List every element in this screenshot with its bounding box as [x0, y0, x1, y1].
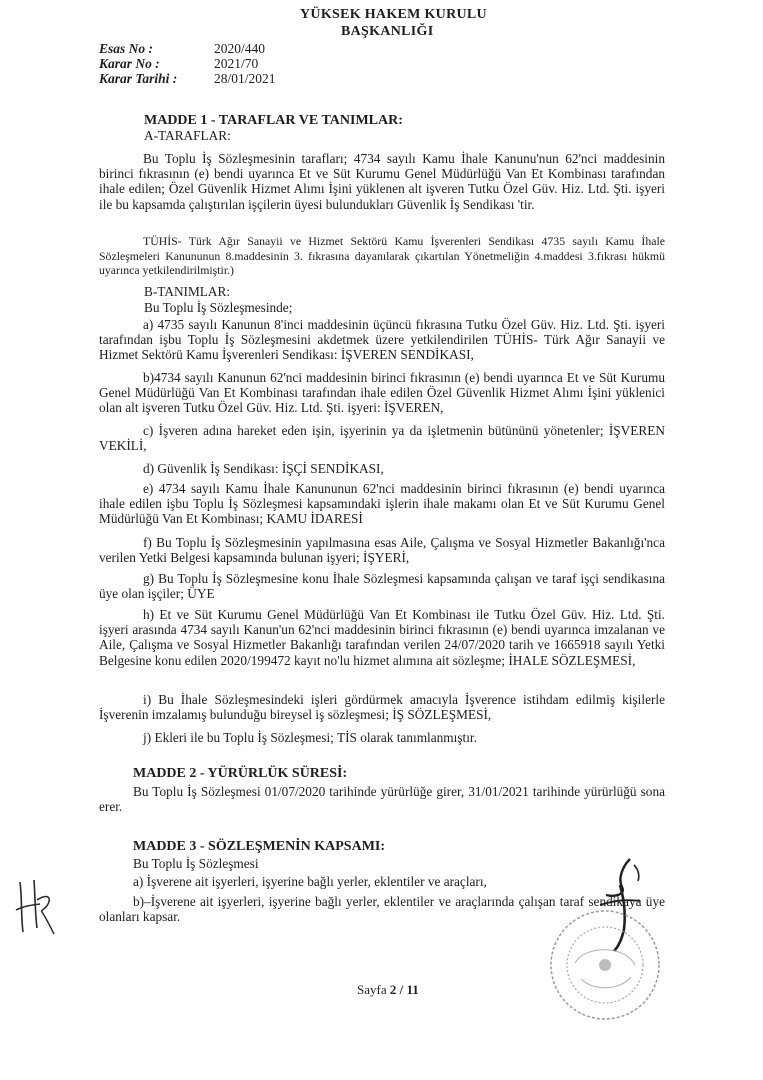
madde1-heading: MADDE 1 - TARAFLAR VE TANIMLAR: — [144, 113, 403, 128]
madde1-sub-b: B-TANIMLAR: — [144, 284, 231, 299]
page-current: 2 — [389, 982, 397, 997]
esas-label: Esas No : — [99, 41, 154, 56]
definitions-intro: Bu Toplu İş Sözleşmesinde; — [144, 300, 293, 315]
karar-value: 2021/70 — [214, 56, 259, 71]
esas-value: 2020/440 — [214, 41, 266, 56]
definition-a: a) 4735 sayılı Kanunun 8'inci maddesinin üçüncü fıkrasına Tutku Özel Güv. Hiz. Ltd. Şti. işyeri tarafından işbu Toplu İş Sözleşmesini akdetmek üzere yetkilendirilen TÜHİS- Türk Ağır Sanayii ve Hizmet Sektörü Kamu İşverenleri Sendikası: İŞVEREN SENDİKASI, — [99, 317, 665, 363]
page-total: / 11 — [399, 982, 419, 997]
org-title-line1: YÜKSEK HAKEM KURULU — [300, 7, 487, 22]
definition-g: g) Bu Toplu İş Sözleşmesine konu İhale Sözleşmesi kapsamında çalışan ve taraf işçi sendikasına üye olan işçiler; ÜYE — [99, 571, 665, 602]
madde3-heading: MADDE 3 - SÖZLEŞMENİN KAPSAMI: — [133, 839, 386, 854]
madde1-tuhis-paragraph: TÜHİS- Türk Ağır Sanayii ve Hizmet Sektörü Kamu İşverenleri Sendikası 4735 sayılı Kamu İhale Sözleşmeleri Kanununun 8.maddesinin 3. fıkrasına dayanılarak çıkartılan Yönetmeliğin 4.maddesi 3.fıkrası hükmü uyarınca yetkilendirilmiştir.) — [99, 234, 665, 277]
madde1-sub-a: A-TARAFLAR: — [144, 128, 231, 143]
karar-tarihi-label: Karar Tarihi : — [99, 71, 178, 86]
madde2-paragraph: Bu Toplu İş Sözleşmesi 01/07/2020 tarihinde yürürlüğe girer, 31/01/2021 tarihinde yürürlüğü sona erer. — [99, 784, 665, 815]
definition-b: b)4734 sayılı Kanunun 62'nci maddesinin birinci fıkrasının (e) bendi uyarınca Et ve Süt Kurumu Genel Müdürlüğü Van Et Kombinası tarafından ihale edilen Özel Güvenlik Hizmet Alımı İşini yüklenici olan alt işveren Tutku Özel Güv. Hiz. Ltd. Şti. işyeri: İŞVEREN, — [99, 370, 665, 416]
karar-tarihi-value: 28/01/2021 — [214, 71, 276, 86]
madde3-item-a: a) İşverene ait işyerleri, işyerine bağlı yerler, eklentiler ve araçları, — [133, 874, 487, 889]
madde1-parties-paragraph: Bu Toplu İş Sözleşmesinin tarafları; 4734 sayılı Kamu İhale Kanunu'nun 62'nci maddesinin birinci fıkrasının (e) bendi uyarınca Et ve Süt Kurumu Genel Müdürlüğü Van Et Kombinası tarafından ihale edilen; Özel Güvenlik Hizmet Alımı İşini yüklenen alt işveren Tutku Özel Güv. Hiz. Ltd. Şti. işyeri ile bu kapsamda çalıştırılan işçilerin üyesi bulundukları Güvenlik İş Sendikası 'tir. — [99, 151, 665, 212]
margin-initials-signature — [12, 872, 60, 940]
madde3-item-b: b)–İşverene ait işyerleri, işyerine bağlı yerler, eklentiler ve araçlarında çalışan taraf sendikaya üye olanları kapsar. — [99, 894, 665, 925]
definition-d: d) Güvenlik İş Sendikası: İŞÇİ SENDİKASI, — [143, 461, 384, 476]
org-title-line2: BAŞKANLIĞI — [341, 24, 434, 39]
official-round-stamp — [545, 905, 665, 1025]
definition-e: e) 4734 sayılı Kamu İhale Kanununun 62'nci maddesinin birinci fıkrasının (e) bendi uyarınca ihale edilen işbu Toplu İş Sözleşmesi kapsamındaki işlerin ihale makamı olan Et ve Süt Kurumu Genel Müdürlüğü Van Et Kombinası; KAMU İDARESİ — [99, 481, 665, 527]
definition-c: c) İşveren adına hareket eden işin, işyerinin ya da işletmenin bütününü yönetenler; İŞVEREN VEKİLİ, — [99, 423, 665, 454]
definition-j: j) Ekleri ile bu Toplu İş Sözleşmesi; TİS olarak tanımlanmıştır. — [143, 730, 477, 745]
definition-i: i) Bu İhale Sözleşmesindeki işleri gördürmek amacıyla İşverence istihdam edilmiş kişilerle İşverenin imzalamış bulunduğu bireysel iş sözleşmesi; İŞ SÖZLEŞMESİ, — [99, 692, 665, 723]
definition-h: h) Et ve Süt Kurumu Genel Müdürlüğü Van Et Kombinası ile Tutku Özel Güv. Hiz. Ltd. Şti. işyeri arasında 4734 sayılı Kanun'un 62'nci maddesinin birinci fıkrasının (e) bendi uyarınca imzalanan ve Aile, Çalışma ve Sosyal Hizmetler Bakanlığı tarafından verilen 24/07/2020 tarih ve 1665918 sayılı Yetki Belgesine konu edilen 2020/199472 kayıt no'lu hizmet alımına ait sözleşme; İHALE SÖZLEŞMESİ, — [99, 607, 665, 668]
madde2-heading: MADDE 2 - YÜRÜRLÜK SÜRESİ: — [133, 766, 348, 781]
page-prefix: Sayfa — [357, 982, 387, 997]
definition-f: f) Bu Toplu İş Sözleşmesinin yapılmasına esas Aile, Çalışma ve Sosyal Hizmetler Bakanlığı'nca verilen Yetki Belgesi kapsamında bulunan işyeri; İŞYERİ, — [99, 535, 665, 566]
madde3-intro: Bu Toplu İş Sözleşmesi — [133, 856, 259, 871]
karar-label: Karar No : — [99, 56, 160, 71]
page-number — [357, 982, 419, 998]
